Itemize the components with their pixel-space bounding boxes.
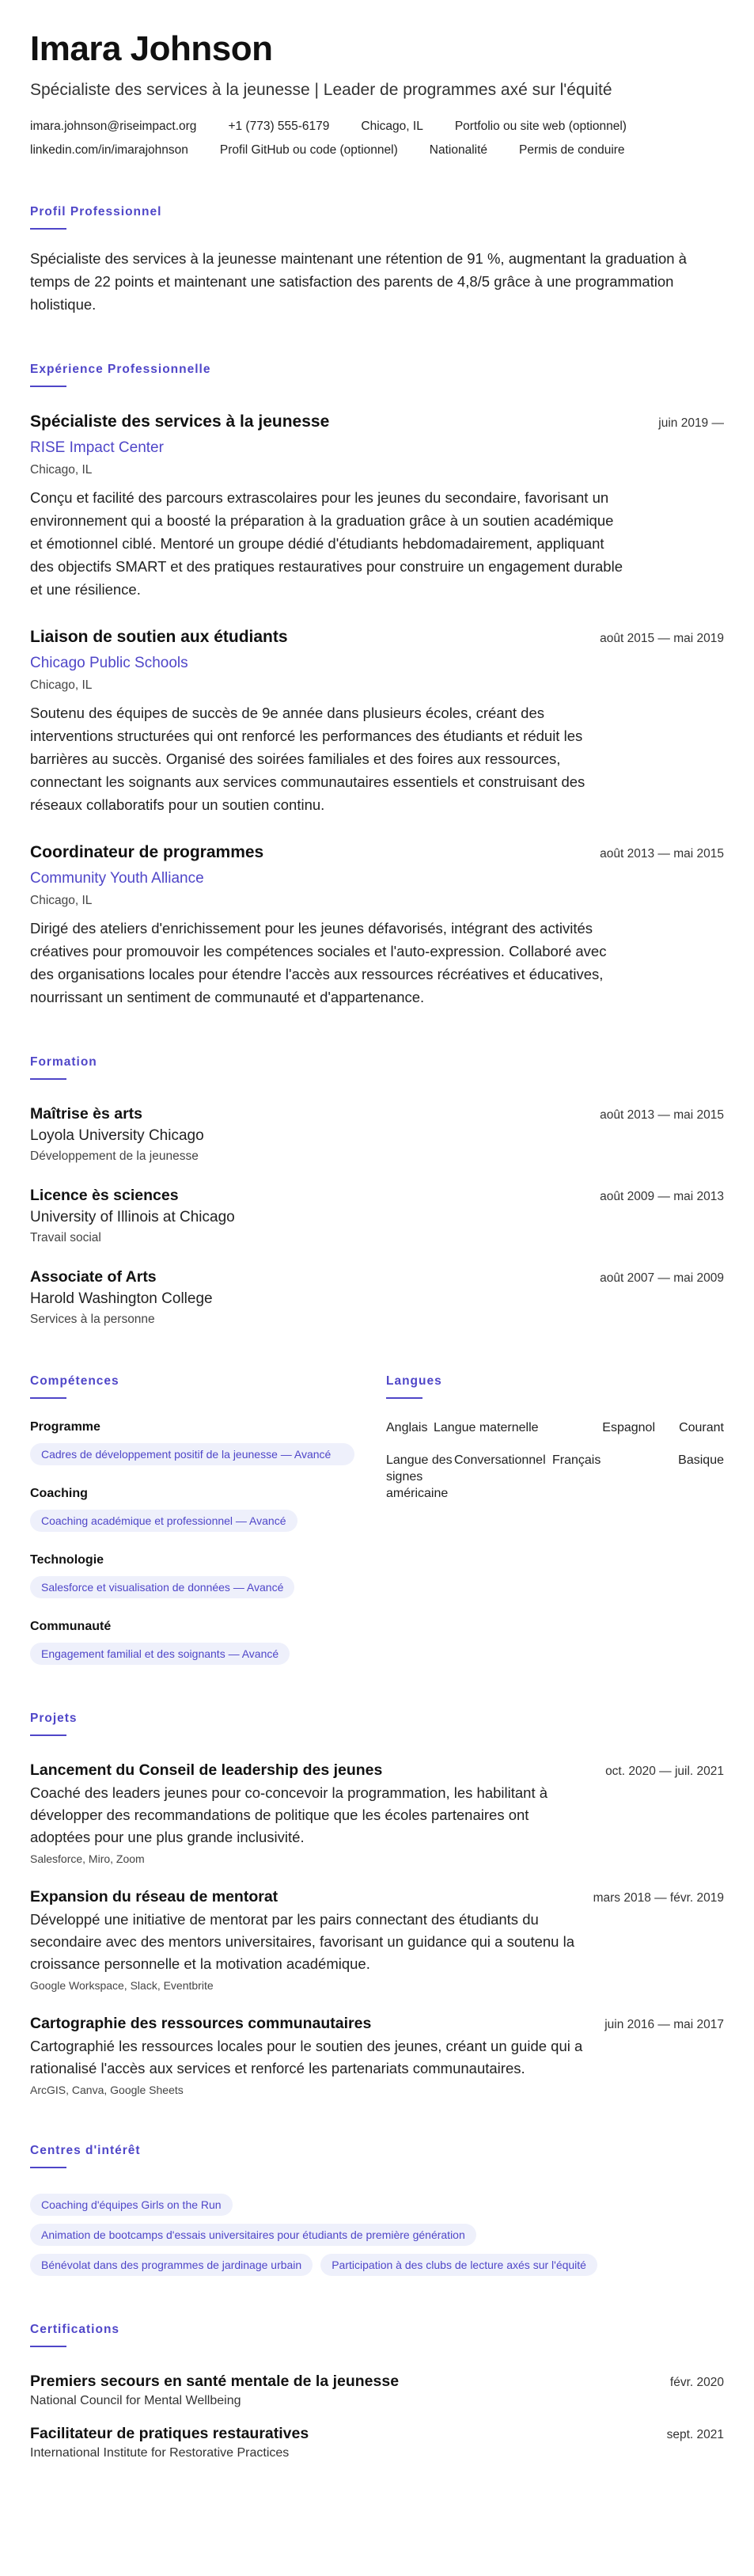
section-divider <box>30 2346 66 2347</box>
languages-section <box>386 1373 724 1665</box>
job-description: Dirigé des ateliers d'enrichissement pour les jeunes défavorisés, intégrant des activités créatives pour promouvoir les compétences sociales et l'auto-expression. Collaboré avec des organisations locales pour étendre l'accès aux ressources récréatives et éducatives, nourrissant un sentiment de communauté et d'appartenance. <box>30 920 607 1005</box>
field-of-study: Travail social <box>30 1231 101 1244</box>
section-divider <box>30 386 66 387</box>
degree-title: Maîtrise ès arts <box>30 1105 142 1123</box>
degree-title: Licence ès sciences <box>30 1187 179 1204</box>
experience-item <box>30 411 724 601</box>
interest-chip: Participation à des clubs de lecture axés sur l'équité <box>320 2254 597 2276</box>
job-dates: août 2013 — mai 2015 <box>600 847 724 861</box>
education-item <box>30 1267 724 1328</box>
skill-group <box>30 1552 386 1598</box>
skill-chip: Cadres de développement positif de la jeunesse — Avancé <box>30 1443 354 1465</box>
education-item <box>30 1185 724 1246</box>
section-title: Langues <box>386 1374 442 1388</box>
education-dates: août 2013 — mai 2015 <box>600 1108 724 1122</box>
certification-item <box>30 2423 724 2461</box>
project-tools: Google Workspace, Slack, Eventbrite <box>30 1979 214 1992</box>
section-title: Expérience Professionnelle <box>30 363 211 376</box>
section-divider <box>30 1078 66 1080</box>
interests-section <box>30 2143 724 2276</box>
certification-date: févr. 2020 <box>669 2376 724 2389</box>
certification-title: Premiers secours en santé mentale de la jeunesse <box>30 2373 400 2390</box>
project-title: Lancement du Conseil de leadership des jeunes <box>30 1761 383 1779</box>
section-title: Formation <box>30 1055 97 1069</box>
project-description: Développé une initiative de mentorat par les pairs connectant des étudiants du secondaire avec des mentors universitaires, favorisant un guidance qui a soutenu la croissance personnelle et la motivation académique. <box>30 1911 574 1972</box>
project-title: Cartographie des ressources communautaires <box>30 2015 372 2032</box>
experience-item <box>30 626 724 816</box>
contact-portfolio[interactable]: Portfolio ou site web (optionnel) <box>454 120 627 133</box>
contact-phone[interactable]: +1 (773) 555-6179 <box>228 120 330 133</box>
job-organization: Chicago Public Schools <box>30 655 188 671</box>
section-title: Projets <box>30 1712 78 1725</box>
section-title: Profil Professionnel <box>30 205 162 218</box>
skill-group <box>30 1419 386 1465</box>
project-item <box>30 1760 724 1866</box>
job-title: Coordinateur de programmes <box>30 843 264 861</box>
interest-chip: Animation de bootcamps d'essais universitaires pour étudiants de première génération <box>30 2224 476 2246</box>
experience-item <box>30 842 724 1009</box>
skill-chip: Coaching académique et professionnel — Avancé <box>30 1510 297 1532</box>
certification-title: Facilitateur de pratiques restauratives <box>30 2425 309 2442</box>
project-dates: oct. 2020 — juil. 2021 <box>605 1765 724 1778</box>
certification-issuer: National Council for Mental Wellbeing <box>30 2394 241 2407</box>
field-of-study: Services à la personne <box>30 1313 155 1326</box>
section-divider <box>386 1397 422 1399</box>
language-name: Langue des signes américaine <box>386 1453 453 1500</box>
language-row <box>386 1452 724 1502</box>
interest-chip-list <box>30 2186 724 2276</box>
job-description: Soutenu des équipes de succès de 9e année dans plusieurs écoles, créant des interventions structurées qui ont renforcé les performances des étudiants et réduit les barrières au succès. Organisé des soirées familiales et des foires aux ressources, connectant les soignants aux services communautaires essentiels et construisant des réseaux collaboratifs pour un soutien continu. <box>30 705 585 813</box>
project-item <box>30 2013 724 2097</box>
experience-section <box>30 362 724 1009</box>
candidate-subtitle: Spécialiste des services à la jeunesse | Leader de programmes axé sur l'équité <box>30 81 612 99</box>
section-title: Certifications <box>30 2323 120 2336</box>
job-description: Conçu et facilité des parcours extrascolaires pour les jeunes du secondaire, favorisant un environnement qui a boosté la préparation à la graduation grâce à un soutien académique et émotionnel ciblé. Mentoré un groupe dédié d'étudiants hebdomadairement, appliquant des objectifs SMART et des pratiques restauratives pour construire un engagement durable et une résilience. <box>30 489 623 598</box>
project-dates: mars 2018 — févr. 2019 <box>593 1891 724 1905</box>
project-title: Expansion du réseau de mentorat <box>30 1888 278 1905</box>
section-divider <box>30 228 66 230</box>
contact-github[interactable]: Profil GitHub ou code (optionnel) <box>219 143 398 157</box>
project-description: Coaché des leaders jeunes pour co-concevoir la programmation, les habilitant à développer des recommandations de politique que les écoles partenaires ont adoptées pour une plus grande inclusivité. <box>30 1784 548 1845</box>
section-divider <box>30 2167 66 2168</box>
contact-email[interactable]: imara.johnson@riseimpact.org <box>30 120 197 133</box>
skill-group-title: Communauté <box>30 1620 112 1633</box>
skill-chip: Engagement familial et des soignants — Avancé <box>30 1643 290 1665</box>
degree-title: Associate of Arts <box>30 1268 157 1286</box>
section-title: Compétences <box>30 1374 119 1388</box>
project-tools: Salesforce, Miro, Zoom <box>30 1852 145 1865</box>
interest-chip: Bénévolat dans des programmes de jardinage urbain <box>30 2254 313 2276</box>
education-dates: août 2009 — mai 2013 <box>600 1190 724 1203</box>
skill-group-title: Coaching <box>30 1487 88 1500</box>
language-level: Courant <box>679 1421 724 1434</box>
interest-chip: Coaching d'équipes Girls on the Run <box>30 2194 233 2216</box>
profile-section <box>30 204 724 316</box>
projects-section <box>30 1711 724 2097</box>
job-location: Chicago, IL <box>30 894 93 907</box>
resume-header <box>30 28 724 158</box>
section-title: Centres d'intérêt <box>30 2144 141 2157</box>
school-name: Loyola University Chicago <box>30 1127 204 1144</box>
contact-license: Permis de conduire <box>519 143 625 157</box>
skill-group <box>30 1486 386 1532</box>
field-of-study: Développement de la jeunesse <box>30 1149 199 1163</box>
project-description: Cartographié les ressources locales pour le soutien des jeunes, créant un guide qui a rationalisé l'accès aux services et renforcé les partenariats communautaires. <box>30 2038 583 2076</box>
language-name: Anglais <box>386 1421 428 1434</box>
contact-list <box>30 119 724 158</box>
certification-issuer: International Institute for Restorative Practices <box>30 2446 290 2460</box>
skill-group <box>30 1619 386 1665</box>
certifications-section <box>30 2322 724 2461</box>
candidate-name: Imara Johnson <box>30 29 273 68</box>
language-level: Conversationnel <box>454 1453 546 1467</box>
profile-summary: Spécialiste des services à la jeunesse maintenant une rétention de 91 %, augmentant la graduation à temps de 22 points et maintenant une satisfaction des parents de 4,8/5 grâce à une programmation holistique. <box>30 250 687 313</box>
education-item <box>30 1104 724 1165</box>
section-divider <box>30 1734 66 1736</box>
contact-location: Chicago, IL <box>361 120 423 133</box>
language-level: Langue maternelle <box>434 1421 539 1434</box>
contact-linkedin[interactable]: linkedin.com/in/imarajohnson <box>30 143 188 157</box>
project-item <box>30 1886 724 1993</box>
job-title: Spécialiste des services à la jeunesse <box>30 412 330 431</box>
skill-group-title: Technologie <box>30 1553 104 1567</box>
skills-section <box>30 1373 386 1665</box>
education-dates: août 2007 — mai 2009 <box>600 1271 724 1285</box>
language-name: Français <box>552 1453 601 1467</box>
certification-date: sept. 2021 <box>666 2428 724 2441</box>
job-location: Chicago, IL <box>30 463 93 477</box>
job-location: Chicago, IL <box>30 678 93 692</box>
skills-languages-row <box>30 1373 724 1665</box>
section-divider <box>30 1397 66 1399</box>
project-tools: ArcGIS, Canva, Google Sheets <box>30 2084 184 2096</box>
job-organization: RISE Impact Center <box>30 439 164 456</box>
language-level: Basique <box>678 1453 724 1467</box>
school-name: Harold Washington College <box>30 1290 213 1307</box>
contact-nationality: Nationalité <box>429 143 488 157</box>
language-row <box>386 1419 724 1436</box>
language-name: Espagnol <box>602 1421 655 1434</box>
skill-chip: Salesforce et visualisation de données — Avancé <box>30 1576 294 1598</box>
job-dates: juin 2019 — <box>658 416 724 430</box>
education-section <box>30 1054 724 1328</box>
skill-group-title: Programme <box>30 1420 100 1434</box>
school-name: University of Illinois at Chicago <box>30 1209 235 1225</box>
job-dates: août 2015 — mai 2019 <box>600 632 724 645</box>
certification-item <box>30 2371 724 2409</box>
job-title: Liaison de soutien aux étudiants <box>30 628 288 646</box>
project-dates: juin 2016 — mai 2017 <box>604 2018 724 2031</box>
job-organization: Community Youth Alliance <box>30 870 204 887</box>
